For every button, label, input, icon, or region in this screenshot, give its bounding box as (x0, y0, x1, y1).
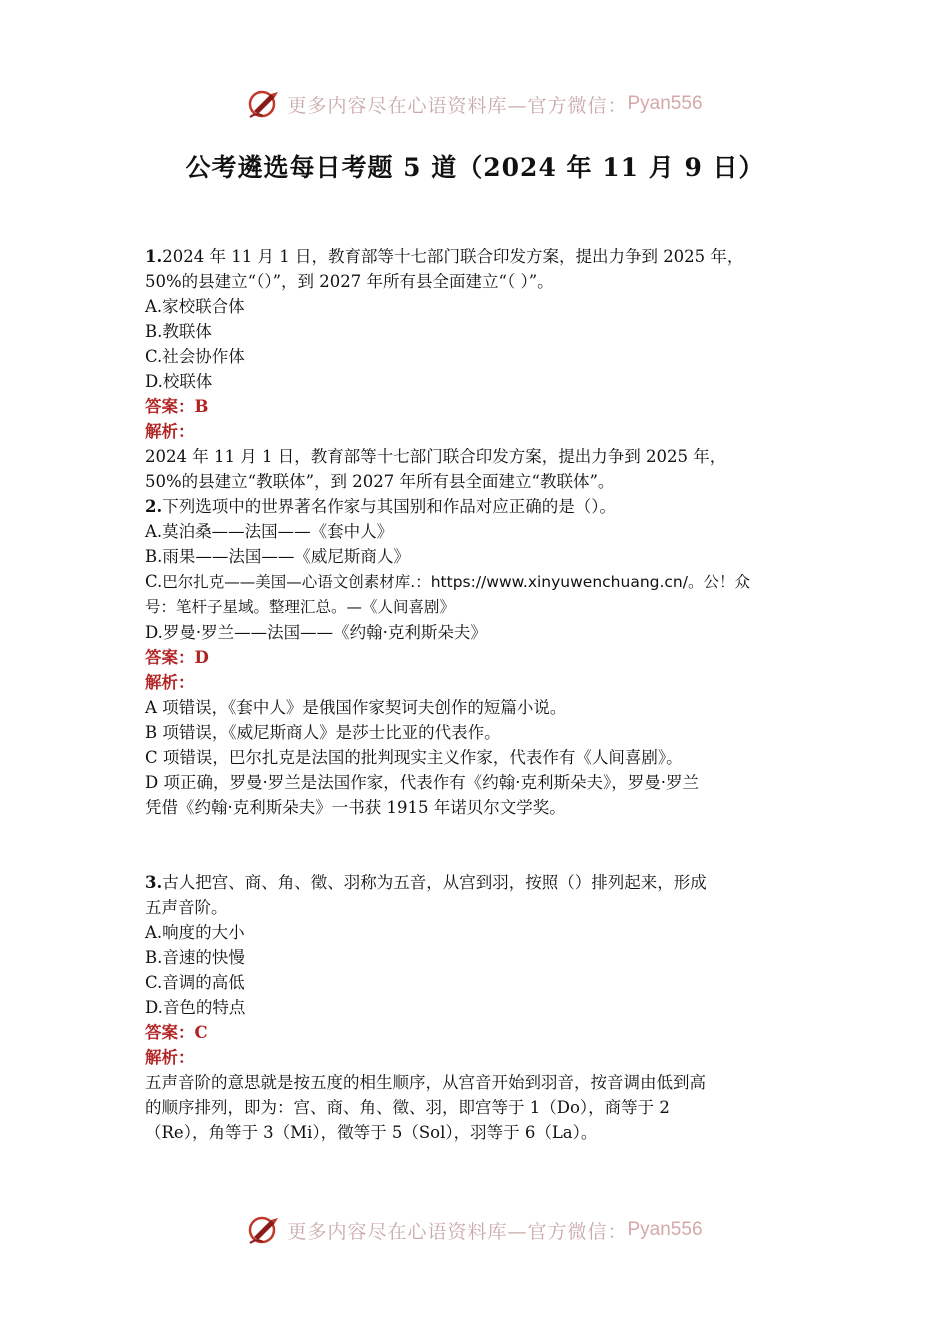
watermark-text: 更多内容尽在心语资料库—官方微信： (287, 94, 628, 117)
document-body (145, 244, 808, 1145)
option-c: C.社会协作体 (145, 347, 245, 366)
watermark-id: Pyan556 (627, 93, 703, 114)
analysis-label: 解析： (145, 673, 195, 692)
analysis-line: B 项错误，《威尼斯商人》是莎士比亚的代表作。 (145, 723, 501, 742)
page-title: 公考遴选每日考题 5 道（2024 年 11 月 9 日） (185, 153, 765, 182)
question-1-stem-line2: 50%的县建立“（）”，到 2027 年所有县全面建立“（ ）”。 (145, 272, 554, 291)
option-c: C.音调的高低 (145, 973, 245, 992)
option-d: D.音色的特点 (145, 998, 246, 1017)
analysis-line: 50%的县建立“教联体”，到 2027 年所有县全面建立“教联体”。 (145, 472, 615, 491)
analysis-label: 解析： (145, 422, 195, 441)
analysis-label: 解析： (145, 1048, 195, 1067)
pen-logo-icon (247, 1213, 281, 1247)
option-a: A.响度的大小 (145, 923, 245, 942)
analysis-line: 2024 年 11 月 1 日，教育部等十七部门联合印发方案，提出力争到 2025 年， (145, 447, 727, 466)
analysis-line: 的顺序排列，即为：宫、商、角、徵、羽，即宫等于 1（Do），商等于 2 (145, 1098, 670, 1117)
question-2-stem: 2.下列选项中的世界著名作家与其国别和作品对应正确的是（）。 (145, 497, 616, 516)
pen-logo-icon (247, 87, 281, 121)
answer-label: 答案：D (145, 648, 209, 667)
analysis-line: 五声音阶的意思就是按五度的相生顺序，从宫音开始到羽音，按音调由低到高 (145, 1073, 706, 1092)
option-b: B.音速的快慢 (145, 948, 245, 967)
header-watermark (0, 84, 950, 124)
analysis-line: D 项正确，罗曼·罗兰是法国作家，代表作有《约翰·克利斯朵夫》，罗曼·罗兰 (145, 773, 699, 792)
question-3-stem-line2: 五声音阶。 (145, 898, 228, 917)
analysis-line: C 项错误，巴尔扎克是法国的批判现实主义作家，代表作有《人间喜剧》。 (145, 748, 683, 767)
watermark-text: 更多内容尽在心语资料库—官方微信： (287, 1220, 628, 1243)
section-gap (145, 820, 808, 870)
question-number: 3. (145, 873, 163, 892)
option-c-line2: 号：笔杆子星域。整理汇总。—《人间喜剧》 (145, 598, 456, 616)
option-b: B.雨果——法国——《威尼斯商人》 (145, 547, 410, 566)
analysis-line: A 项错误，《套中人》是俄国作家契诃夫创作的短篇小说。 (145, 698, 567, 717)
question-number: 1. (145, 247, 163, 266)
watermark-id: Pyan556 (627, 1219, 703, 1240)
option-a: A.莫泊桑——法国——《套中人》 (145, 522, 394, 541)
analysis-line: （Re），角等于 3（Mi），徵等于 5（Sol），羽等于 6（La）。 (145, 1123, 598, 1142)
option-d: D.罗曼·罗兰——法国——《约翰·克利斯朵夫》 (145, 623, 487, 642)
footer-watermark (0, 1210, 950, 1250)
option-b: B.教联体 (145, 322, 212, 341)
option-a: A.家校联合体 (145, 297, 245, 316)
question-number: 2. (145, 497, 163, 516)
question-1-stem: 1.2024 年 11 月 1 日，教育部等十七部门联合印发方案，提出力争到 2025 年， (145, 247, 744, 266)
answer-label: 答案：B (145, 397, 209, 416)
analysis-line: 凭借《约翰·克利斯朵夫》一书获 1915 年诺贝尔文学奖。 (145, 798, 566, 817)
question-3-stem: 3.古人把宫、商、角、徵、羽称为五音，从宫到羽，按照（）排列起来，形成 (145, 873, 707, 892)
option-d: D.校联体 (145, 372, 213, 391)
answer-label: 答案：C (145, 1023, 208, 1042)
option-c: C.巴尔扎克——美国—心语文创素材库.：https://www.xinyuwenchuang.cn/。公！众 (145, 572, 750, 591)
